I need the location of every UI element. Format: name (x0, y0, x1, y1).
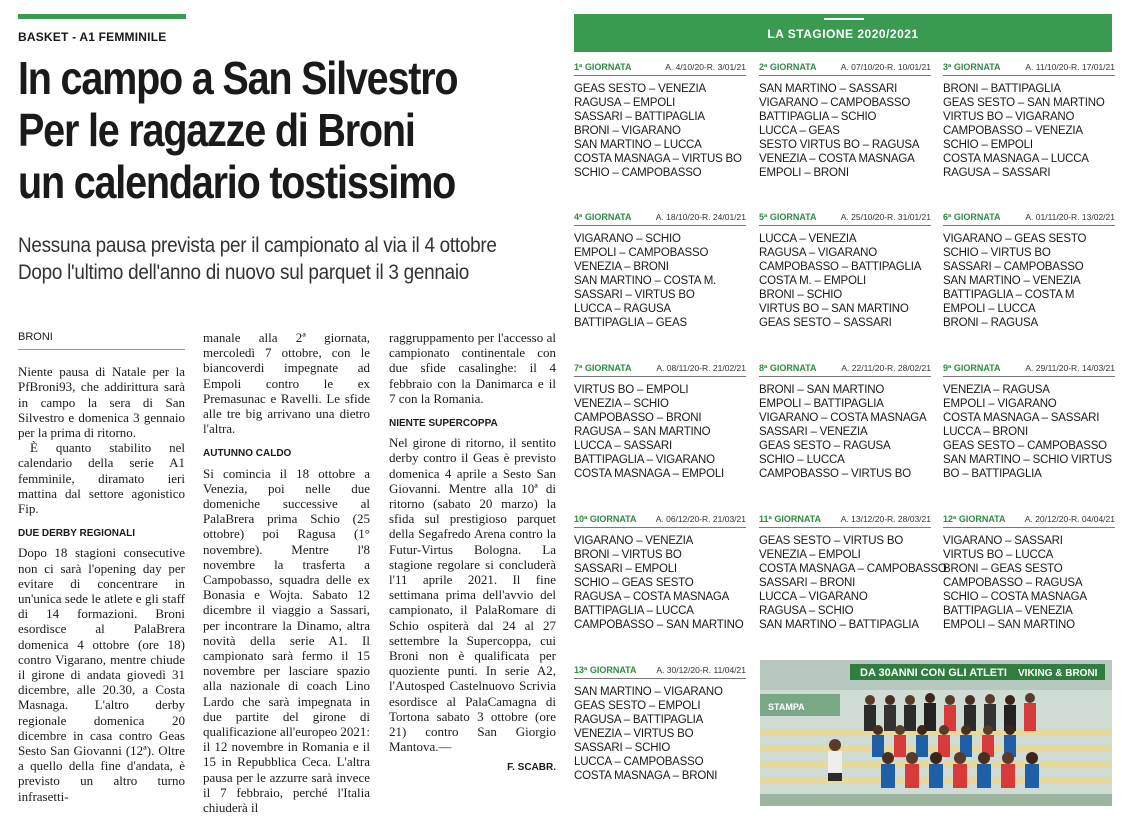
round-name: 10ª GIORNATA (574, 514, 637, 524)
round-box (574, 62, 746, 180)
section-label: BASKET - A1 FEMMINILE (18, 30, 167, 44)
match-row: BRONI – VIGARANO (574, 125, 681, 137)
article-column-1 (18, 330, 185, 804)
paragraph: Si comincia il 18 ottobre a Venezia, poi nelle due domeniche successive al PalaBrera prima Schio (25 ottobre) poi Ragusa (1° novembre). Mentre l'8 novembre la trasferta a Campobasso, squadra delle ex Bonasia e Wojta. Sabato 12 dicembre il viaggio a Sassari, per incontrare la Dinamo, altra novità della serie A1. Il campionato sarà fermo il 15 novembre per lasciare spazio alla nazionale di coach Lino Lardo che sarà impegnata in due partite del girone di qualificazione all'europeo 2021: il 12 novembre in Romania e il 15 in Repubblica Ceca. L'altra pausa per le azzurre sarà invece il 7 febbraio, perché l'Italia chiuderà il (203, 465, 370, 816)
match-row: SCHIO – VIRTUS BO (943, 247, 1051, 259)
match-row: BATTIPAGLIA – VENEZIA (943, 605, 1073, 617)
section-rule (18, 14, 186, 19)
match-row: EMPOLI – BRONI (759, 167, 849, 179)
round-box (759, 363, 931, 481)
round-header (759, 212, 931, 226)
match-row: RAGUSA – BATTIPAGLIA (574, 714, 704, 726)
round-box (943, 514, 1115, 632)
subheadline (18, 232, 504, 286)
match-row: VIRTUS BO – VIGARANO (943, 111, 1075, 123)
match-row: VENEZIA – VIRTUS BO (574, 728, 694, 740)
round-dates: A. 06/12/20-R. 21/03/21 (655, 514, 746, 524)
match-row: COSTA MASNAGA – EMPOLI (574, 468, 725, 480)
round-box (574, 665, 746, 783)
match-row: EMPOLI – LUCCA (943, 303, 1036, 315)
dateline: BRONI (18, 330, 185, 350)
match-row: SAN MARTINO – LUCCA (574, 139, 702, 151)
round-box (759, 212, 931, 330)
match-row: LUCCA – BRONI (943, 426, 1028, 438)
match-row: GEAS SESTO – RAGUSA (759, 440, 891, 452)
match-row: RAGUSA – VIGARANO (759, 247, 878, 259)
round-name: 4ª GIORNATA (574, 212, 632, 222)
match-row: VIGARANO – SCHIO (574, 233, 681, 245)
match-row: CAMPOBASSO – VIRTUS BO (759, 468, 911, 480)
match-row: RAGUSA – EMPOLI (574, 97, 676, 109)
round-dates: A. 29/11/20-R. 14/03/21 (1025, 363, 1115, 373)
match-row: SASSARI – BATTIPAGLIA (574, 111, 705, 123)
round-name: 13ª GIORNATA (574, 665, 637, 675)
headline-line: In campo a San Silvestro (18, 52, 458, 104)
match-row: SCHIO – COSTA MASNAGA (943, 591, 1087, 603)
team-photo (760, 660, 1112, 806)
match-row: BATTIPAGLIA – VIGARANO (574, 454, 715, 466)
match-row: GEAS SESTO – VIRTUS BO (759, 535, 904, 547)
match-row: CAMPOBASSO – BATTIPAGLIA (759, 261, 922, 273)
match-row: EMPOLI – BATTIPAGLIA (759, 398, 884, 410)
match-row: VIRTUS BO – EMPOLI (574, 384, 689, 396)
match-row: VENEZIA – COSTA MASNAGA (759, 153, 915, 165)
round-name: 6ª GIORNATA (943, 212, 1001, 222)
match-row: SAN MARTINO – SASSARI (759, 83, 898, 95)
match-row: BATTIPAGLIA – SCHIO (759, 111, 877, 123)
headline (18, 52, 487, 208)
round-header (759, 514, 931, 528)
match-row: SASSARI – CAMPOBASSO (943, 261, 1084, 273)
match-row: LUCCA – VENEZIA (759, 233, 857, 245)
match-row: SCHIO – EMPOLI (943, 139, 1033, 151)
round-dates: A. 25/10/20-R. 31/01/21 (840, 212, 931, 222)
round-dates: A. 13/12/20-R. 28/03/21 (840, 514, 931, 524)
article-column-2 (203, 330, 370, 815)
match-row: BRONI – SCHIO (759, 289, 843, 301)
article-column-3 (389, 330, 556, 776)
round-name: 1ª GIORNATA (574, 62, 632, 72)
round-box (574, 514, 746, 632)
round-header (574, 514, 746, 528)
match-row: VENEZIA – RAGUSA (943, 384, 1050, 396)
round-name: 9ª GIORNATA (943, 363, 1001, 373)
author-signature: F. SCABR. (507, 762, 556, 774)
round-header (574, 62, 746, 76)
photo-banner-text: DA 30ANNI CON GLI ATLETI (860, 667, 1007, 679)
subtitle: DUE DERBY REGIONALI (18, 528, 136, 540)
round-name: 11ª GIORNATA (759, 514, 822, 524)
match-row: BRONI – BATTIPAGLIA (943, 83, 1061, 95)
paragraph: Niente pausa di Natale per la PfBroni93, che addirittura sarà in campo la sera di San Silvestro e domenica 3 gennaio per la prima di ritorno. (18, 364, 185, 441)
match-row: CAMPOBASSO – SAN MARTINO (574, 619, 744, 631)
schedule-header (574, 14, 1112, 52)
match-row: COSTA MASNAGA – BRONI (574, 770, 718, 782)
round-header (574, 212, 746, 226)
round-box (574, 212, 746, 330)
round-header (943, 212, 1115, 226)
subheadline-line: Dopo l'ultimo dell'anno di nuovo sul parquet il 3 gennaio (18, 261, 469, 284)
paragraph: Nel girone di ritorno, il sentito derby contro il Geas è previsto domenica 4 aprile a Sesto San Giovanni. Mentre alla 10ª di ritorno (sabato 20 marzo) la sfida sul prestigioso parquet della Segafredo Arena contro la Futur-Virtus Bologna. La stagione regolare si concluderà l'11 aprile 2021. Il fine settimana prima dell'avvio del campionato, il PalaRomare di Schio ospiterà dal 24 al 27 settembre la Supercoppa, cui Broni non è qualificata per quoziente punti. In serie A2, l'Autosped Castelnuovo Scrivia esordisce al PalaCamagna di Tortona sabato 3 ottobre (ore 21) contro San Giorgio Mantova.— (389, 435, 556, 755)
round-box (759, 62, 931, 180)
round-dates: A. 22/11/20-R. 28/02/21 (841, 363, 931, 373)
round-name: 5ª GIORNATA (759, 212, 817, 222)
round-box (574, 363, 746, 481)
match-row: VIGARANO – SASSARI (943, 535, 1063, 547)
match-row: BRONI – RAGUSA (943, 317, 1038, 329)
match-row: GEAS SESTO – SASSARI (759, 317, 892, 329)
match-row: BATTIPAGLIA – GEAS (574, 317, 687, 329)
match-row: SAN MARTINO – VIGARANO (574, 686, 723, 698)
headline-line: Per le ragazze di Broni (18, 104, 415, 156)
paragraph: raggruppamento per l'accesso al campionato continentale con due sfide casalinghe: il 4 febbraio con la Danimarca e il 7 con la Romania. (389, 330, 556, 406)
paragraph: Dopo 18 stagioni consecutive non ci sarà l'opening day per evitare di concentrare in un'unica sede le atlete e gli staff di 14 formazioni. Broni esordisce al PalaBrera domenica 4 ottobre (ore 18) contro Vigarano, mentre chiude il girone di andata giovedì 31 dicembre, alle 20.30, a Costa Masnaga. L'altro derby regionale domenica 20 dicembre in casa contro Geas Sesto San Giovanni (12ª). Oltre a quello della fine d'andata, è previsto un altro turno infrasetti- (18, 545, 185, 804)
match-row: SAN MARTINO – COSTA M. (574, 275, 717, 287)
match-row: EMPOLI – CAMPOBASSO (574, 247, 709, 259)
match-row: LUCCA – VIGARANO (759, 591, 868, 603)
match-row: SCHIO – CAMPOBASSO (574, 167, 702, 179)
match-row: BATTIPAGLIA – LUCCA (574, 605, 694, 617)
round-name: 3ª GIORNATA (943, 62, 1001, 72)
round-name: 7ª GIORNATA (574, 363, 632, 373)
match-row: CAMPOBASSO – BRONI (574, 412, 702, 424)
round-name: 8ª GIORNATA (759, 363, 817, 373)
match-row: GEAS SESTO – EMPOLI (574, 700, 701, 712)
match-row: VIRTUS BO – LUCCA (943, 549, 1054, 561)
round-dates: A. 01/11/20-R. 13/02/21 (1025, 212, 1115, 222)
round-box (759, 514, 947, 632)
match-row: SESTO VIRTUS BO – RAGUSA (759, 139, 920, 151)
match-row: BRONI – VIRTUS BO (574, 549, 682, 561)
round-dates: A. 07/10/20-R. 10/01/21 (840, 62, 931, 72)
match-row: LUCCA – GEAS (759, 125, 840, 137)
match-row: RAGUSA – SCHIO (759, 605, 854, 617)
paragraph: manale alla 2ª giornata, mercoledì 7 ottobre, con le biancoverdi impegnate ad Empoli contro le ex Premasunac e Ravelli. Le sfide alle tre big arrivano una dietro l'altra. (203, 330, 370, 437)
match-row: SASSARI – VENEZIA (759, 426, 868, 438)
match-row: SAN MARTINO – VENEZIA (943, 275, 1081, 287)
round-header (759, 62, 931, 76)
headline-line: un calendario tostissimo (18, 156, 456, 208)
match-row: SASSARI – VIRTUS BO (574, 289, 695, 301)
match-row: BO – BATTIPAGLIA (943, 468, 1042, 480)
match-row: LUCCA – CAMPOBASSO (574, 756, 704, 768)
match-row: SCHIO – LUCCA (759, 454, 845, 466)
match-row: VIGARANO – COSTA MASNAGA (759, 412, 927, 424)
round-dates: A. 08/11/20-R. 21/02/21 (656, 363, 746, 373)
round-box (943, 212, 1115, 330)
match-row: COSTA MASNAGA – SASSARI (943, 412, 1100, 424)
match-row: EMPOLI – VIGARANO (943, 398, 1057, 410)
round-dates: A. 20/12/20-R. 04/04/21 (1024, 514, 1115, 524)
match-row: COSTA MASNAGA – CAMPOBASSO (759, 563, 947, 575)
match-row: BRONI – SAN MARTINO (759, 384, 885, 396)
round-name: 12ª GIORNATA (943, 514, 1006, 524)
round-header (943, 514, 1115, 528)
match-row: LUCCA – SASSARI (574, 440, 672, 452)
match-row: CAMPOBASSO – VENEZIA (943, 125, 1083, 137)
match-row: SASSARI – SCHIO (574, 742, 671, 754)
match-row: SAN MARTINO – SCHIO VIRTUS (943, 454, 1112, 466)
round-name: 2ª GIORNATA (759, 62, 817, 72)
match-row: COSTA MASNAGA – LUCCA (943, 153, 1089, 165)
round-header (759, 363, 931, 377)
team-photo-image (760, 660, 1112, 806)
round-header (574, 665, 746, 679)
match-row: GEAS SESTO – SAN MARTINO (943, 97, 1105, 109)
round-dates: A. 30/12/20-R. 11/04/21 (656, 665, 746, 675)
subheadline-line: Nessuna pausa prevista per il campionato al via il 4 ottobre (18, 234, 497, 257)
match-row: EMPOLI – SAN MARTINO (943, 619, 1075, 631)
match-row: LUCCA – RAGUSA (574, 303, 671, 315)
match-row: VENEZIA – BRONI (574, 261, 669, 273)
paragraph: È quanto stabilito nel calendario della serie A1 femminile, diramato ieri mattina dal settore agonistico Fip. (18, 440, 185, 517)
round-dates: A. 4/10/20-R. 3/01/21 (665, 62, 746, 72)
match-row: SASSARI – EMPOLI (574, 563, 677, 575)
match-row: SAN MARTINO – BATTIPAGLIA (759, 619, 919, 631)
match-row: GEAS SESTO – CAMPOBASSO (943, 440, 1107, 452)
subtitle: AUTUNNO CALDO (203, 448, 292, 460)
round-box (943, 62, 1115, 180)
sponsor-text: STAMPA (768, 702, 805, 712)
round-header (574, 363, 746, 377)
round-header (943, 363, 1115, 377)
match-row: COSTA MASNAGA – VIRTUS BO (574, 153, 742, 165)
match-row: VIGARANO – CAMPOBASSO (759, 97, 911, 109)
header-bar (824, 18, 864, 20)
match-row: VIRTUS BO – SAN MARTINO (759, 303, 909, 315)
match-row: RAGUSA – COSTA MASNAGA (574, 591, 730, 603)
round-dates: A. 11/10/20-R. 17/01/21 (1025, 62, 1115, 72)
match-row: RAGUSA – SAN MARTINO (574, 426, 711, 438)
match-row: VENEZIA – EMPOLI (759, 549, 861, 561)
photo-banner-text: VIKING & BRONI (1018, 668, 1098, 679)
match-row: SASSARI – BRONI (759, 577, 856, 589)
match-row: CAMPOBASSO – RAGUSA (943, 577, 1083, 589)
match-row: BATTIPAGLIA – COSTA M (943, 289, 1075, 301)
match-row: VIGARANO – GEAS SESTO (943, 233, 1087, 245)
match-row: SCHIO – GEAS SESTO (574, 577, 694, 589)
round-box (943, 363, 1115, 481)
schedule-title: LA STAGIONE 2020/2021 (767, 27, 919, 41)
match-row: VENEZIA – SCHIO (574, 398, 669, 410)
match-row: VIGARANO – VENEZIA (574, 535, 694, 547)
subtitle: NIENTE SUPERCOPPA (389, 418, 498, 430)
match-row: COSTA M. – EMPOLI (759, 275, 866, 287)
match-row: GEAS SESTO – VENEZIA (574, 83, 706, 95)
match-row: BRONI – GEAS SESTO (943, 563, 1063, 575)
round-dates: A. 18/10/20-R. 24/01/21 (655, 212, 746, 222)
round-header (943, 62, 1115, 76)
match-row: RAGUSA – SASSARI (943, 167, 1051, 179)
